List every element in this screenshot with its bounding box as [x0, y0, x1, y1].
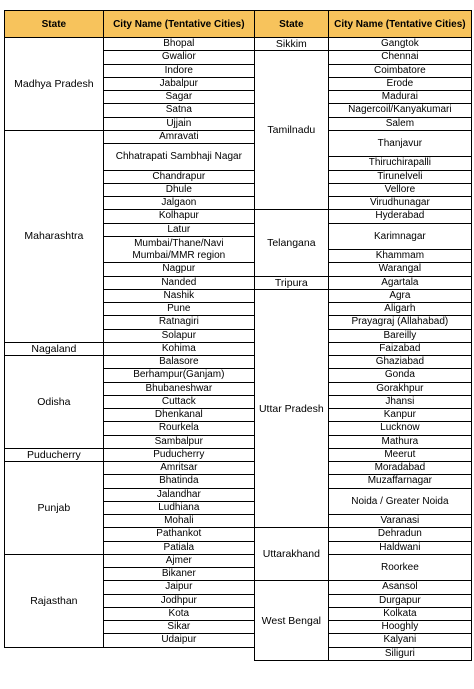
state-cell: Punjab [5, 462, 104, 555]
table-row [254, 289, 471, 302]
city-cell: Jalandhar [103, 488, 254, 501]
table-row [5, 554, 255, 567]
state-cell: West Bengal [254, 581, 328, 661]
city-cell: Jhansi [328, 395, 471, 408]
city-cell: Mumbai/Thane/Navi Mumbai/MMR region [103, 236, 254, 263]
city-cell: Bhatinda [103, 475, 254, 488]
city-cell: Gwalior [103, 51, 254, 64]
table-row [254, 51, 471, 64]
city-cell: Pathankot [103, 528, 254, 541]
state-cell: Puducherry [5, 448, 104, 461]
city-cell: Ghaziabad [328, 356, 471, 369]
city-cell: Thanjavur [328, 130, 471, 157]
city-cell: Bhubaneshwar [103, 382, 254, 395]
city-cell: Sambalpur [103, 435, 254, 448]
city-cell: Kalyani [328, 634, 471, 647]
city-cell: Lucknow [328, 422, 471, 435]
city-cell: Bareilly [328, 329, 471, 342]
city-cell: Nanded [103, 276, 254, 289]
city-cell: Vellore [328, 183, 471, 196]
state-column-header: State [5, 11, 104, 38]
state-cell: Nagaland [5, 342, 104, 355]
city-cell: Dhenkanal [103, 409, 254, 422]
city-cell: Salem [328, 117, 471, 130]
city-cell: Gonda [328, 369, 471, 382]
city-cell: Jabalpur [103, 77, 254, 90]
city-cell: Kolkata [328, 607, 471, 620]
city-cell: Kanpur [328, 409, 471, 422]
city-cell: Varanasi [328, 515, 471, 528]
city-cell: Kohima [103, 342, 254, 355]
city-cell: Agartala [328, 276, 471, 289]
city-cell: Sagar [103, 91, 254, 104]
city-cell: Udaipur [103, 634, 254, 647]
city-cell: Patiala [103, 541, 254, 554]
city-cell: Meerut [328, 448, 471, 461]
city-cell: Thiruchirapalli [328, 157, 471, 170]
city-cell: Haldwani [328, 541, 471, 554]
city-column-header: City Name (Tentative Cities) [103, 11, 254, 38]
city-cell: Amravati [103, 130, 254, 143]
state-cell: Tamilnadu [254, 51, 328, 210]
city-cell: Madurai [328, 91, 471, 104]
city-cell: Solapur [103, 329, 254, 342]
city-cell: Aligarh [328, 303, 471, 316]
city-cell: Kota [103, 607, 254, 620]
state-cell: Maharashtra [5, 130, 104, 342]
city-cell: Pune [103, 303, 254, 316]
state-cell: Uttar Pradesh [254, 289, 328, 528]
table-row [254, 528, 471, 541]
city-cell: Muzaffarnagar [328, 475, 471, 488]
right-header-row [254, 11, 471, 38]
city-cell: Kolhapur [103, 210, 254, 223]
city-cell: Prayagraj (Allahabad) [328, 316, 471, 329]
city-cell: Gorakhpur [328, 382, 471, 395]
city-cell: Ratnagiri [103, 316, 254, 329]
city-cell: Virudhunagar [328, 197, 471, 210]
city-cell: Khammam [328, 250, 471, 263]
city-cell: Nagpur [103, 263, 254, 276]
city-column-header: City Name (Tentative Cities) [328, 11, 471, 38]
city-cell: Chennai [328, 51, 471, 64]
city-cell: Tirunelveli [328, 170, 471, 183]
city-cell: Jaipur [103, 581, 254, 594]
city-cell: Erode [328, 77, 471, 90]
city-cell: Faizabad [328, 342, 471, 355]
city-cell: Berhampur(Ganjam) [103, 369, 254, 382]
table-row [254, 276, 471, 289]
table-row [254, 38, 471, 51]
table-row [5, 38, 255, 51]
city-cell: Mohali [103, 515, 254, 528]
city-cell: Chandrapur [103, 170, 254, 183]
city-cell: Puducherry [103, 448, 254, 461]
city-cell: Asansol [328, 581, 471, 594]
left-header-row [5, 11, 255, 38]
state-cell: Sikkim [254, 38, 328, 51]
city-cell: Cuttack [103, 395, 254, 408]
state-cell: Tripura [254, 276, 328, 289]
state-cell: Madhya Pradesh [5, 38, 104, 131]
table-row [5, 448, 255, 461]
city-cell: Coimbatore [328, 64, 471, 77]
city-cell: Hyderabad [328, 210, 471, 223]
city-cell: Roorkee [328, 554, 471, 581]
city-cell: Balasore [103, 356, 254, 369]
city-cell: Noida / Greater Noida [328, 488, 471, 515]
city-cell: Bhopal [103, 38, 254, 51]
city-cell: Bikaner [103, 568, 254, 581]
city-cell: Dhule [103, 183, 254, 196]
city-cell: Indore [103, 64, 254, 77]
city-cell: Warangal [328, 263, 471, 276]
city-cell: Mathura [328, 435, 471, 448]
city-cell: Nagercoil/Kanyakumari [328, 104, 471, 117]
table-row [5, 130, 255, 143]
city-cell: Satna [103, 104, 254, 117]
city-cell: Sikar [103, 621, 254, 634]
city-cell: Ludhiana [103, 501, 254, 514]
city-cell: Ujjain [103, 117, 254, 130]
city-cell: Ajmer [103, 554, 254, 567]
table-row [5, 342, 255, 355]
city-cell: Gangtok [328, 38, 471, 51]
city-cell: Chhatrapati Sambhaji Nagar [103, 144, 254, 171]
city-cell: Agra [328, 289, 471, 302]
city-cell: Latur [103, 223, 254, 236]
state-cell: Rajasthan [5, 554, 104, 647]
city-cell: Rourkela [103, 422, 254, 435]
state-cell: Uttarakhand [254, 528, 328, 581]
left-state-city-table [4, 10, 255, 648]
city-cell: Jodhpur [103, 594, 254, 607]
city-cell: Dehradun [328, 528, 471, 541]
state-column-header: State [254, 11, 328, 38]
city-cell: Nashik [103, 289, 254, 302]
city-cell: Moradabad [328, 462, 471, 475]
city-cell: Amritsar [103, 462, 254, 475]
city-cell: Durgapur [328, 594, 471, 607]
city-cell: Siliguri [328, 647, 471, 660]
table-row [5, 462, 255, 475]
state-cell: Telangana [254, 210, 328, 276]
city-list-sheet [4, 10, 472, 679]
table-row [254, 581, 471, 594]
city-cell: Jalgaon [103, 197, 254, 210]
table-row [254, 210, 471, 223]
city-cell: Karimnagar [328, 223, 471, 250]
table-row [5, 356, 255, 369]
city-cell: Hooghly [328, 621, 471, 634]
right-state-city-table [254, 10, 472, 661]
state-cell: Odisha [5, 356, 104, 449]
